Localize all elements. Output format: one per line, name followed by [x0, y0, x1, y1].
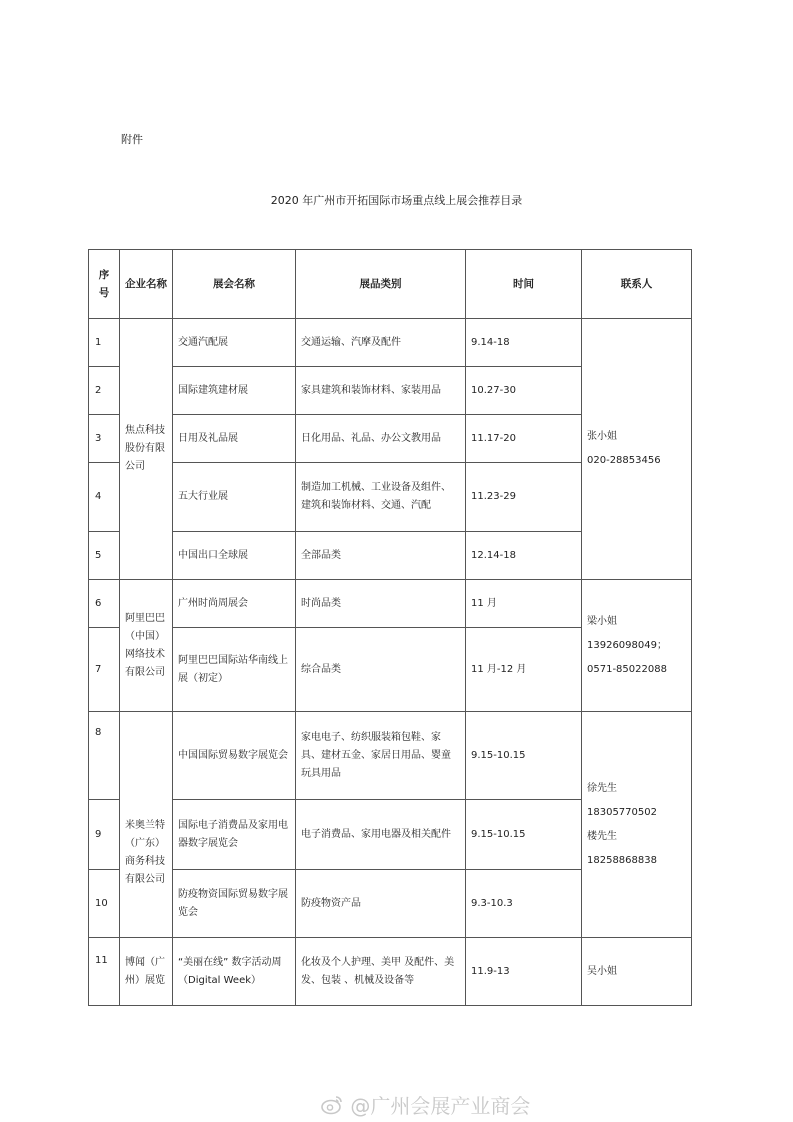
exhibition-name: 国际建筑建材展: [173, 367, 296, 415]
row-number: 10: [89, 870, 120, 938]
product-category: 电子消费品、家用电器及相关配件: [296, 800, 466, 870]
contact-name: 徐先生: [587, 782, 617, 794]
product-category: 日化用品、礼品、办公文教用品: [296, 415, 466, 463]
exhibition-time: 11.23-29: [466, 463, 582, 532]
exhibition-time: 11 月-12 月: [466, 628, 582, 712]
header-time: 时间: [466, 250, 582, 319]
watermark-text: @广州会展产业商会: [350, 1094, 531, 1118]
header-company: 企业名称: [120, 250, 173, 319]
header-category: 展品类别: [296, 250, 466, 319]
row-number: 3: [89, 415, 120, 463]
row-number: 8: [89, 712, 120, 800]
header-seq: 序号: [89, 250, 120, 319]
exhibition-time: 12.14-18: [466, 532, 582, 580]
company-name: 阿里巴巴（中国）网络技术有限公司: [120, 580, 173, 712]
product-category: 家具建筑和装饰材料、家装用品: [296, 367, 466, 415]
row-number: 1: [89, 319, 120, 367]
header-exhibition: 展会名称: [173, 250, 296, 319]
header-contact: 联系人: [582, 250, 692, 319]
product-category: 化妆及个人护理、美甲 及配件、美发、包装 、机械及设备等: [296, 938, 466, 1006]
product-category: 时尚品类: [296, 580, 466, 628]
row-number: 11: [89, 938, 120, 1006]
contact-phone: 18258868838: [587, 854, 657, 866]
table-row: [89, 938, 692, 1006]
row-number: 2: [89, 367, 120, 415]
contact-name: 吴小姐: [587, 965, 617, 977]
exhibition-time: 11 月: [466, 580, 582, 628]
row-number: 6: [89, 580, 120, 628]
company-name: 焦点科技股份有限公司: [120, 319, 173, 580]
document-title: 2020 年广州市开拓国际市场重点线上展会推荐目录: [270, 194, 523, 207]
row-number: 7: [89, 628, 120, 712]
row-number: 4: [89, 463, 120, 532]
contact-cell: [582, 319, 692, 580]
exhibition-name: 交通汽配展: [173, 319, 296, 367]
product-category: 制造加工机械、工业设备及组件、建筑和装饰材料、交通、汽配: [296, 463, 466, 532]
contact-name: 张小姐: [587, 431, 617, 442]
product-category: 防疫物资产品: [296, 870, 466, 938]
exhibition-time: 9.3-10.3: [466, 870, 582, 938]
header-row: [89, 250, 692, 319]
table-row: [89, 580, 692, 628]
exhibition-name: 防疫物资国际贸易数字展览会: [173, 870, 296, 938]
contact-name: 楼先生: [587, 830, 617, 842]
contact-cell: [582, 938, 692, 1006]
exhibition-name: 国际电子消费品及家用电器数字展览会: [173, 800, 296, 870]
exhibition-name: 广州时尚周展会: [173, 580, 296, 628]
exhibition-name: 日用及礼品展: [173, 415, 296, 463]
exhibition-name: “美丽在线” 数字活动周（Digital Week）: [173, 938, 296, 1006]
exhibition-table: [88, 249, 692, 1006]
exhibition-time: 9.14-18: [466, 319, 582, 367]
table-row: [89, 319, 692, 367]
contact-phone: 13926098049；: [587, 639, 667, 651]
table-row: [89, 712, 692, 800]
exhibition-time: 9.15-10.15: [466, 800, 582, 870]
company-name: 博闻（广州）展览: [120, 938, 173, 1006]
contact-cell: [582, 580, 692, 712]
company-name: 米奥兰特（广东）商务科技有限公司: [120, 712, 173, 938]
weibo-icon: [320, 1093, 344, 1117]
exhibition-time: 9.15-10.15: [466, 712, 582, 800]
contact-name: 梁小姐: [587, 615, 617, 627]
row-number: 5: [89, 532, 120, 580]
contact-phone: 18305770502: [587, 806, 657, 818]
row-number: 9: [89, 800, 120, 870]
contact-phone: 0571-85022088: [587, 663, 667, 675]
watermark: [320, 1090, 530, 1119]
product-category: 全部品类: [296, 532, 466, 580]
contact-phone: 020-28853456: [587, 455, 661, 466]
product-category: 交通运输、汽摩及配件: [296, 319, 466, 367]
exhibition-time: 10.27-30: [466, 367, 582, 415]
exhibition-name: 五大行业展: [173, 463, 296, 532]
exhibition-name: 阿里巴巴国际站华南线上展（初定）: [173, 628, 296, 712]
contact-cell: [582, 712, 692, 938]
exhibition-time: 11.9-13: [466, 938, 582, 1006]
exhibition-time: 11.17-20: [466, 415, 582, 463]
attachment-label: 附件: [121, 133, 143, 146]
exhibition-name: 中国国际贸易数字展览会: [173, 712, 296, 800]
product-category: 综合品类: [296, 628, 466, 712]
product-category: 家电电子、纺织服装箱包鞋、家具、建材五金、家居日用品、婴童玩具用品: [296, 712, 466, 800]
exhibition-name: 中国出口全球展: [173, 532, 296, 580]
